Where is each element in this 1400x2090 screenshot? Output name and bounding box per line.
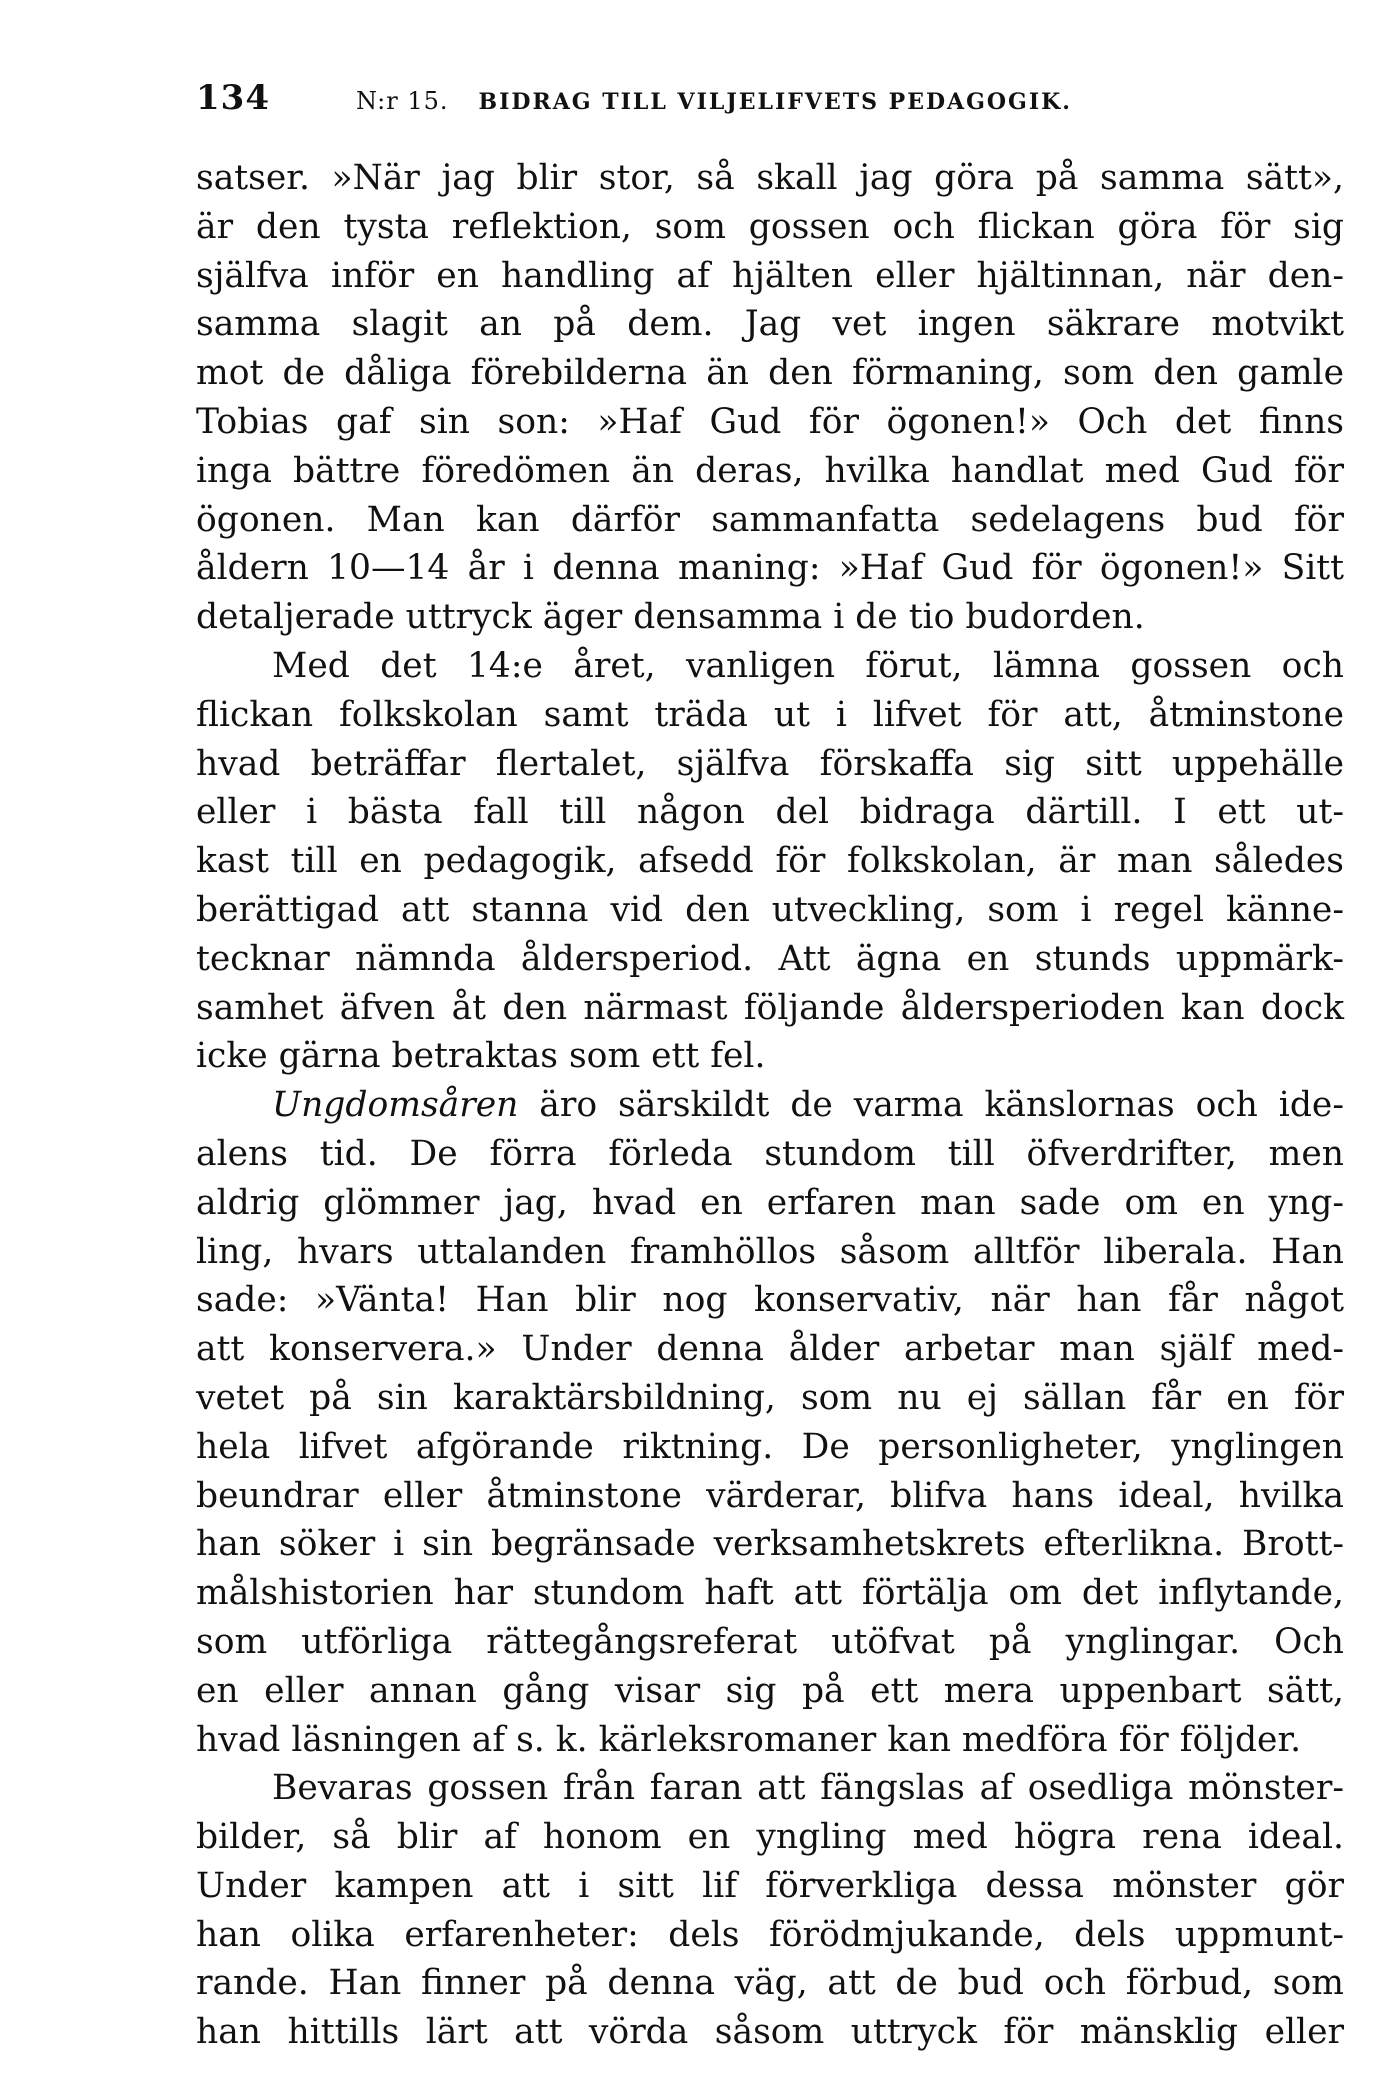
text-line (196, 300, 1344, 349)
line-text: satser. »När jag blir stor, så skall jag göra på samma sätt», (196, 158, 1344, 198)
text-line (196, 788, 1344, 837)
text-line (196, 1764, 1344, 1813)
text-line (196, 496, 1344, 545)
line-text: tecknar nämnda åldersperiod. Att ägna en stunds uppmärk- (196, 938, 1344, 979)
italic-emphasis: Ungdomsåren (272, 1085, 519, 1126)
text-line (196, 1813, 1344, 1862)
line-text: själfva inför en handling af hjälten eller hjältinnan, när den- (196, 255, 1344, 296)
line-text: kast till en pedagogik, afsedd för folkskolan, är man således (196, 841, 1344, 882)
line-text: vetet på sin karaktärsbildning, som nu ej sällan får en för (196, 1377, 1344, 1418)
text-line (196, 935, 1344, 984)
text-line (196, 740, 1344, 789)
text-line (196, 1276, 1344, 1325)
body-text (196, 154, 1344, 2057)
line-text: han olika erfarenheter: dels förödmjukande, dels uppmunt- (196, 1914, 1344, 1955)
line-text: som utförliga rättegångsreferat utöfvat på ynglingar. Och (196, 1621, 1344, 1662)
text-line (196, 1911, 1344, 1960)
line-text: Tobias gaf sin son: »Haf Gud för ögonen!» Och det finns (196, 401, 1344, 442)
running-title: BIDRAG TILL VILJELIFVETS PEDAGOGIK. (478, 89, 1072, 115)
text-line (196, 593, 1344, 642)
line-text: eller i bästa fall till någon del bidraga därtill. I ett ut- (196, 792, 1344, 833)
line-text: berättigad att stanna vid den utveckling, som i regel känne- (196, 889, 1344, 930)
line-text: målshistorien har stundom haft att förtälja om det inflytande, (196, 1573, 1344, 1614)
line-text: ögonen. Man kan därför sammanfatta sedelagens bud för (196, 499, 1344, 540)
text-line (196, 886, 1344, 935)
text-line (196, 1374, 1344, 1423)
text-line (196, 1618, 1344, 1667)
text-line (196, 203, 1344, 252)
text-line (196, 1081, 1344, 1130)
text-line (196, 252, 1344, 301)
text-line (196, 837, 1344, 886)
line-text: är den tysta reflektion, som gossen och flickan göra för sig (196, 206, 1344, 247)
line-text: alens tid. De förra förleda stundom till öfverdrifter, men (196, 1133, 1344, 1174)
line-text: Med det 14:e året, vanligen förut, lämna gossen och (272, 645, 1344, 686)
text-line (196, 1520, 1344, 1569)
line-text: beundrar eller åtminstone värderar, blifva hans ideal, hvilka (196, 1475, 1344, 1516)
line-text: hela lifvet afgörande riktning. De personligheter, ynglingen (196, 1426, 1344, 1467)
line-text: icke gärna betraktas som ett fel. (196, 1036, 766, 1077)
line-text: samma slagit an på dem. Jag vet ingen säkrare motvikt (196, 304, 1344, 345)
text-line (196, 349, 1344, 398)
line-text: Under kampen att i sitt lif förverkliga dessa mönster gör (196, 1865, 1344, 1906)
text-line (196, 1472, 1344, 1521)
text-line (196, 1569, 1344, 1618)
page-number: 134 (196, 78, 270, 118)
line-text: bilder, så blir af honom en yngling med högra rena ideal. (196, 1817, 1344, 1858)
line-text: aldrig glömmer jag, hvad en erfaren man sade om en yng- (196, 1182, 1344, 1223)
text-line (196, 1667, 1344, 1716)
text-line (196, 1228, 1344, 1277)
line-text: att konservera.» Under denna ålder arbetar man själf med- (196, 1329, 1344, 1370)
text-line (196, 642, 1344, 691)
line-text: rande. Han finner på denna väg, att de bud och förbud, som (196, 1963, 1344, 2004)
text-line (196, 447, 1344, 496)
line-text: mot de dåliga förebilderna än den förmaning, som den gamle (196, 353, 1344, 394)
text-line (196, 1130, 1344, 1179)
text-line (196, 544, 1344, 593)
line-text: inga bättre föredömen än deras, hvilka handlat med Gud för (196, 450, 1344, 491)
line-text: hvad beträffar flertalet, själfva förskaffa sig sitt uppehälle (196, 743, 1344, 784)
text-line (196, 1179, 1344, 1228)
line-text: flickan folkskolan samt träda ut i lifvet för att, åtminstone (196, 694, 1344, 735)
line-text: han hittills lärt att vörda såsom uttryck för mänsklig eller (196, 2012, 1344, 2053)
line-text: Bevaras gossen från faran att fängslas af osedliga mönster- (272, 1768, 1344, 1809)
text-line (196, 1716, 1344, 1765)
text-line (196, 1032, 1344, 1081)
text-line (196, 398, 1344, 447)
issue-number: N:r 15. (355, 87, 449, 115)
text-line (196, 2008, 1344, 2057)
line-text: samhet äfven åt den närmast följande åldersperioden kan dock (196, 987, 1344, 1028)
line-text: detaljerade uttryck äger densamma i de tio budorden. (196, 597, 1145, 638)
line-text: en eller annan gång visar sig på ett mera uppenbart sätt, (196, 1670, 1344, 1711)
text-line (196, 1959, 1344, 2008)
text-line (196, 1325, 1344, 1374)
line-text: hvad läsningen af s. k. kärleksromaner kan medföra för följder. (196, 1719, 1302, 1760)
text-line (196, 984, 1344, 1033)
text-line (196, 1423, 1344, 1472)
line-text: sade: »Vänta! Han blir nog konservativ, när han får något (196, 1280, 1344, 1321)
line-text: ling, hvars uttalanden framhöllos såsom alltför liberala. Han (196, 1231, 1344, 1272)
line-text: åldern 10—14 år i denna maning: »Haf Gud för ögonen!» Sitt (196, 548, 1344, 589)
line-text: han söker i sin begränsade verksamhetskrets efterlikna. Brott- (196, 1524, 1344, 1565)
text-line (196, 691, 1344, 740)
text-line (196, 1862, 1344, 1911)
line-text: äro särskildt de varma känslornas och ide- (518, 1085, 1344, 1126)
running-head (196, 78, 1346, 128)
text-line (196, 154, 1344, 203)
